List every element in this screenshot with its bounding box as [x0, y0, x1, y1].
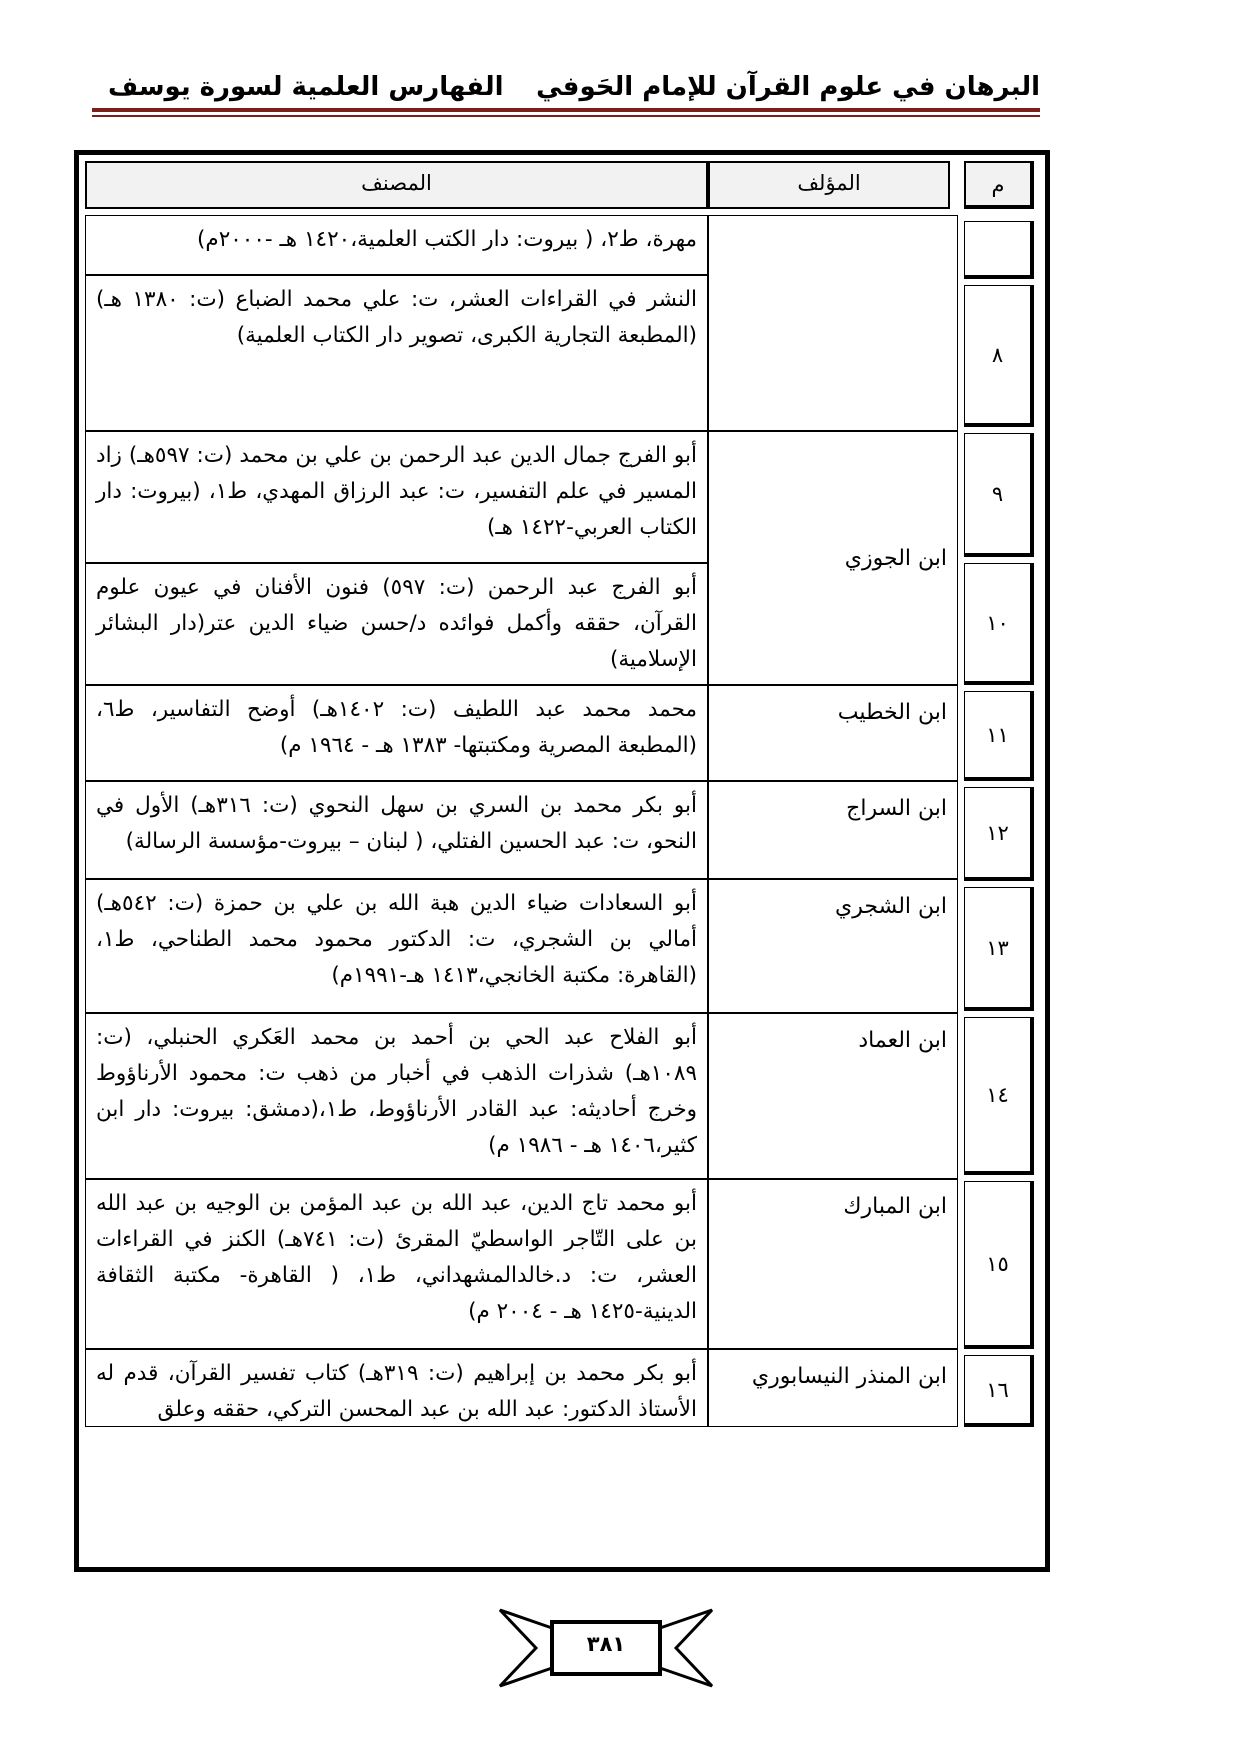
row-number-cell [964, 1017, 1034, 1175]
work-text: أبو بكر محمد بن إبراهيم (ت: ٣١٩هـ) كتاب تفسير القرآن، قدم له الأستاذ الدكتور: عبد الله بن عبد المحسن التركي، حققه وعلق [96, 1361, 697, 1422]
work-cell [85, 563, 708, 685]
work-cell [85, 215, 708, 275]
author-cell [708, 1179, 958, 1349]
author-cell [708, 879, 958, 1013]
work-cell [85, 1013, 708, 1179]
row-number: ١٠ [986, 610, 1009, 635]
author-name: ابن الخطيب [837, 700, 947, 725]
row-number-cell [964, 285, 1034, 427]
author-cell [708, 1013, 958, 1179]
work-cell [85, 879, 708, 1013]
work-cell [85, 781, 708, 879]
work-cell [85, 1179, 708, 1349]
work-text: أبو محمد تاج الدين، عبد الله بن عبد المؤمن بن الوجيه بن عبد الله بن على التّاجر الواسطيّ المقرئ (ت: ٧٤١هـ) الكنز في القراءات العشر، ت: د.خالدالمشهداني، ط١، ( القاهرة- مكتبة الثقافة الدينية-١٤٢٥ هـ - ٢٠٠٤ م) [96, 1191, 697, 1324]
work-text: أبو السعادات ضياء الدين هبة الله بن علي بن حمزة (ت: ٥٤٢هـ) أمالي بن الشجري، ت: الدكتور محمود محمد الطناحي، ط١، (القاهرة: مكتبة الخانجي،١٤١٣ هـ-١٩٩١م) [96, 891, 697, 988]
column-header-author-label: المؤلف [797, 171, 861, 195]
row-number-cell [964, 691, 1034, 781]
row-number: ١٣ [986, 935, 1009, 960]
row-number: ١٤ [986, 1082, 1009, 1107]
row-number: ١٢ [986, 820, 1009, 845]
row-number-cell [964, 787, 1034, 881]
index-title: الفهارس العلمية لسورة يوسف [108, 72, 504, 102]
work-text: أبو الفرج جمال الدين عبد الرحمن بن علي بن محمد (ت: ٥٩٧هـ) زاد المسير في علم التفسير، ت: عبد الرزاق المهدي، ط١، (بيروت: دار الكتاب العربي-١٤٢٢ هـ) [96, 443, 697, 540]
row-number: ١١ [986, 722, 1009, 747]
author-name: ابن العماد [858, 1028, 947, 1053]
book-title: البرهان في علوم القرآن للإمام الحَوفي [536, 72, 1040, 102]
author-cell [708, 1349, 958, 1427]
row-number: ٨ [991, 342, 1004, 367]
author-name: ابن السراج [846, 796, 947, 821]
author-cell [708, 781, 958, 879]
row-number-cell [964, 1181, 1034, 1349]
row-number-cell [964, 887, 1034, 1011]
work-text: أبو بكر محمد بن السري بن سهل النحوي (ت: ٣١٦هـ) الأول في النحو، ت: عبد الحسين الفتلي، ( لبنان – بيروت-مؤسسة الرسالة) [96, 793, 697, 854]
author-cell [708, 431, 958, 685]
column-header-work [85, 161, 708, 209]
author-name: ابن المنذر النيسابوري [751, 1364, 947, 1389]
header-rule-thick [92, 108, 1040, 112]
page-number: ٣٨١ [586, 1632, 626, 1656]
column-header-num-label: م [991, 173, 1005, 197]
author-name: ابن الجوزي [844, 545, 947, 571]
row-number-cell [964, 433, 1034, 557]
row-number-cell [964, 1355, 1034, 1427]
author-cell [708, 685, 958, 781]
page-header [92, 64, 1040, 110]
row-number: ١٦ [986, 1377, 1009, 1402]
author-name: ابن المبارك [843, 1194, 947, 1219]
row-number-cell [964, 221, 1034, 279]
work-cell [85, 1349, 708, 1427]
row-number: ١٥ [986, 1251, 1009, 1276]
column-header-author [708, 161, 950, 209]
work-text: مهرة، ط٢، ( بيروت: دار الكتب العلمية،١٤٢٠ هـ -٢٠٠٠م) [197, 227, 697, 252]
author-name: ابن الشجري [835, 894, 947, 919]
work-cell [85, 275, 708, 431]
author-cell [708, 215, 958, 431]
column-header-work-label: المصنف [361, 171, 432, 195]
row-number: ٩ [991, 481, 1004, 506]
work-text: أبو الفلاح عبد الحي بن أحمد بن محمد العَكري الحنبلي، (ت: ١٠٨٩هـ) شذرات الذهب في أخبار من ذهب ت: محمود الأرناؤوط وخرج أحاديثه: عبد القادر الأرناؤوط، ط١،(دمشق: بيروت: دار ابن كثير،١٤٠٦ هـ - ١٩٨٦ م) [96, 1025, 697, 1158]
header-rule-thin [92, 115, 1040, 117]
row-number-cell [964, 563, 1034, 685]
column-header-num [964, 161, 1034, 209]
work-text: أبو الفرج عبد الرحمن (ت: ٥٩٧) فنون الأفنان في عيون علوم القرآن، حققه وأكمل فوائده د/حسن ضياء الدين عتر(دار البشائر الإسلامية) [96, 575, 697, 672]
page-footer [496, 1608, 716, 1690]
references-table [74, 150, 1050, 1572]
work-text: محمد محمد عبد اللطيف (ت: ١٤٠٢هـ) أوضح التفاسير، ط٦، (المطبعة المصرية ومكتبتها- ١٣٨٣ هـ - ١٩٦٤ م) [96, 697, 697, 758]
work-cell [85, 431, 708, 563]
work-cell [85, 685, 708, 781]
work-text: النشر في القراءات العشر، ت: علي محمد الضباع (ت: ١٣٨٠ هـ) (المطبعة التجارية الكبرى، تصوير دار الكتاب العلمية) [96, 287, 697, 348]
